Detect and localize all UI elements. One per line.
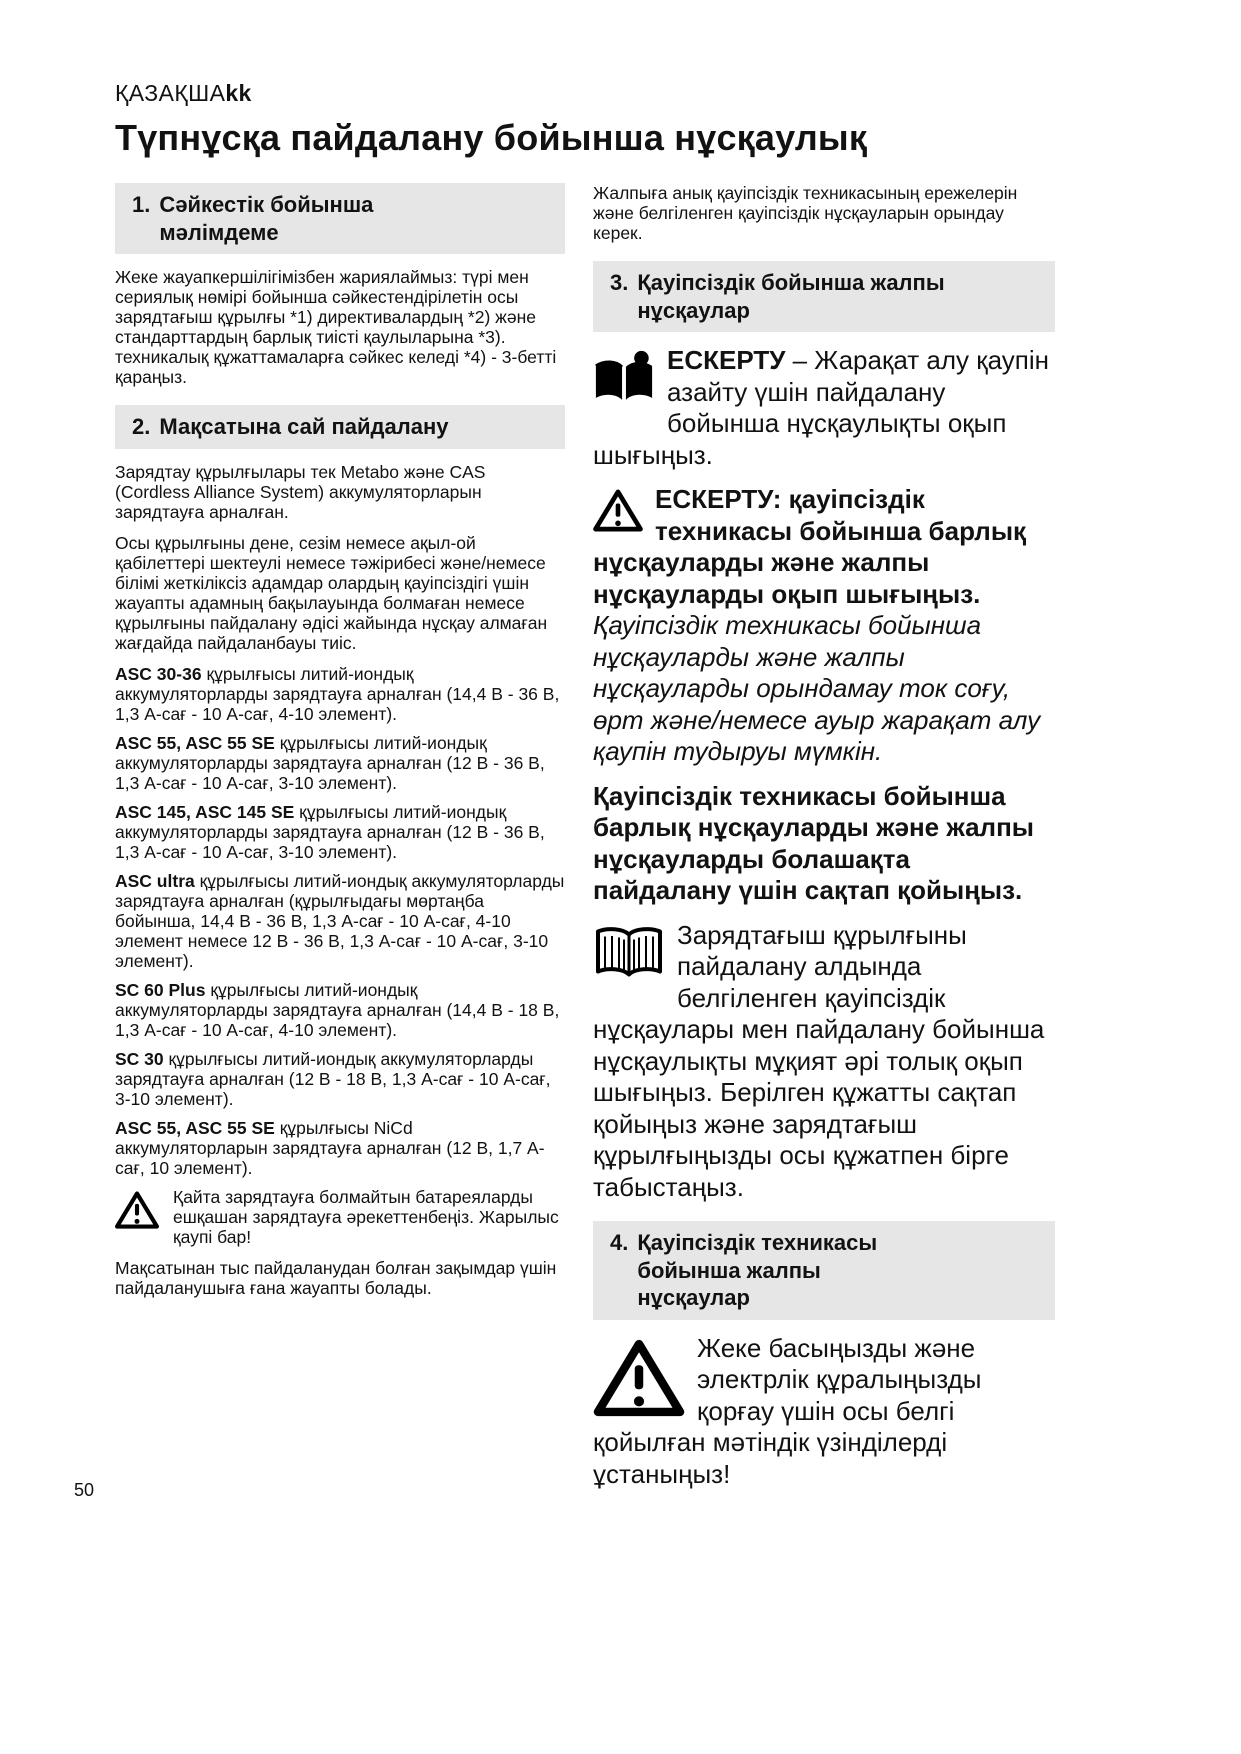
device-description: құрылғысы литий-иондық аккумуляторларды зарядтауға арналған (құрылғыдағы мөртаңба бойынша, 14,4 В - 36 В, 1,3 А-сағ - 10 А-сағ, 4-10 элемент немесе 12 В - 36 В, 1,3 А-сағ - 10 А-сағ, 3-10 элемент). [115,870,565,971]
device-spec [115,664,565,724]
device-description: құрылғысы литий-иондық аккумуляторларды зарядтауға арналған (14,4 В - 18 В, 1,3 А-сағ - 10 А-сағ, 4-10 элемент). [115,979,560,1040]
device-model: ASC 55, ASC 55 SE [115,732,275,753]
section-3-title: Қауіпсіздік бойынша жалпы нұсқаулар [637,270,945,323]
intended-use-paragraph-2: Осы құрылғыны дене, сезім немесе ақыл-ой қабілеттері шектеулі немесе тәжірибесі және/немесе білімі жеткіліксіз адамдар олардың қауіпсіздігі үшін жауапты адамның бақылауында болмаған немесе құрылғыны пайдалану әдісі жайында нұсқау алмаған жағдайда пайдаланбауы тиіс. [115,532,548,653]
device-spec [115,1049,565,1109]
section-3-heading [593,261,1055,332]
read-before-use-text: Зарядтағыш құрылғыны пайдалану алдында белгіленген қауіпсіздік нұсқаулары мен пайдалану бойынша нұсқаулықты мұқият әрі толық оқып шығыңыз. Берілген құжатты сақтап қойыңыз және зарядтағыш құрылғыңызды осы құжатпен бірге табыстаңыз. [593,919,1045,1202]
device-description: құрылғысы литий-иондық аккумуляторларды зарядтауға арналған (12 В - 36 В, 1,3 А-сағ - 10 А-сағ, 3-10 элемент). [115,801,545,862]
safety-intro-text: Жалпыға анық қауіпсіздік техникасының ережелерін және белгіленген қауіпсіздік нұсқауларын орындау керек. [593,183,1018,243]
open-book-icon [593,924,665,981]
section-1-title: Сәйкестік бойынша мәлімдеме [159,192,374,245]
device-model: ASC 145, ASC 145 SE [115,801,295,822]
language-code: kk [225,80,252,106]
language-name: ҚАЗАҚША [115,80,226,106]
page-title: Түпнұсқа пайдалану бойынша нұсқаулық [115,117,868,158]
device-description: құрылғысы литий-иондық аккумуляторларды зарядтауға арналған (12 В - 36 В, 1,3 А-сағ - 10 А-сағ, 3-10 элемент). [115,732,545,793]
explosion-warning [115,1187,565,1247]
section-4-title: Қауіпсіздік техникасы бойынша жалпы нұсқаулар [637,1230,878,1310]
page-header [0,0,1241,159]
keep-instructions-note: Қауіпсіздік техникасы бойынша барлық нұсқауларды және жалпы нұсқауларды болашақта пайдалану үшін сақтап қойыңыз. [593,780,1034,905]
device-model: ASC 30-36 [115,663,202,684]
section-3-number: 3. [610,270,629,295]
device-description: құрылғысы NiCd аккумуляторларын зарядтауға арналған (12 В, 1,7 А-сағ, 10 элемент). [115,1117,545,1178]
read-manual-warning [593,345,1055,471]
explosion-warning-text: Қайта зарядтауға болмайтын батареяларды ешқашан зарядтауға әрекеттенбеңіз. Жарылыс қаупі бар! [173,1186,559,1247]
read-manual-warning-text: – Жарақат алу қаупін азайту үшін пайдалану бойынша нұсқаулықты оқып шығыңыз. [593,345,1049,470]
page-number: 50 [74,1480,95,1500]
device-description: құрылғысы литий-иондық аккумуляторларды зарядтауға арналған (12 В - 18 В, 1,3 А-сағ - 10 А-сағ, 3-10 элемент). [115,1048,551,1109]
all-instructions-warning-bold: ЕСКЕРТУ: қауіпсіздік техникасы бойынша барлық нұсқауларды және жалпы нұсқауларды оқып шығыңыз. [593,484,1027,609]
device-spec [115,802,565,862]
read-manual-icon [593,349,655,406]
warning-triangle-icon [115,1190,159,1230]
device-spec [115,980,565,1040]
device-model: SC 60 Plus [115,979,206,1000]
device-spec [115,733,565,793]
section-2-title: Мақсатына сай пайдалану [159,414,449,439]
warning-triangle-icon [593,1337,685,1419]
left-column [115,183,565,1309]
section-2-heading [115,405,565,449]
all-instructions-warning-italic: Қауіпсіздік техникасы бойынша нұсқауларды және жалпы нұсқауларды орындамау ток соғу, өрт және/немесе ауыр жарақат алу қаупін тудыруы мүмкін. [593,610,1041,766]
content-columns [0,183,1241,1503]
protection-warning [593,1333,1055,1491]
device-model: ASC ultra [115,870,195,891]
section-4-heading [593,1221,1055,1320]
section-2-number: 2. [132,414,151,439]
warning-triangle-icon [593,488,643,533]
protection-warning-text: Жеке басыңызды және электрлік құралыңызды қорғау үшін осы белгі қойылған мәтіндік үзінділерді ұстаныңыз! [593,1332,982,1489]
device-model: ASC 55, ASC 55 SE [115,1117,275,1138]
right-column [593,183,1055,1503]
section-1-heading [115,183,565,254]
device-spec [115,1118,565,1178]
intended-use-paragraph-1: Зарядтау құрылғылары тек Metabo және CAS (Cordless Alliance System) аккумуляторларын зарядтауға арналған. [115,461,486,522]
device-description: құрылғысы литий-иондық аккумуляторларды зарядтауға арналған (14,4 В - 36 В, 1,3 А-сағ - 10 А-сағ, 4-10 элемент). [115,663,560,724]
language-header [115,80,1241,107]
section-1-number: 1. [132,192,151,217]
read-before-use-paragraph [593,920,1055,1204]
section-4-number: 4. [610,1230,629,1255]
warning-label: ЕСКЕРТУ [667,345,786,375]
liability-text: Мақсатынан тыс пайдаланудан болған зақымдар үшін пайдаланушыға ғана жауапты болады. [115,1257,557,1298]
conformity-declaration-text: Жеке жауапкершілігімізбен жариялаймыз: түрі мен сериялық нөмірі бойынша сәйкестендірілетін осы зарядтағыш құрылғы *1) директивалардың *2) және стандарттардың барлық тиісті қаулыларына *3). техникалық құжаттамаларға сәйкес келеді *4) - 3-бетті қараңыз. [115,267,557,387]
device-spec [115,871,565,971]
all-instructions-warning [593,484,1055,768]
device-model: SC 30 [115,1048,164,1069]
